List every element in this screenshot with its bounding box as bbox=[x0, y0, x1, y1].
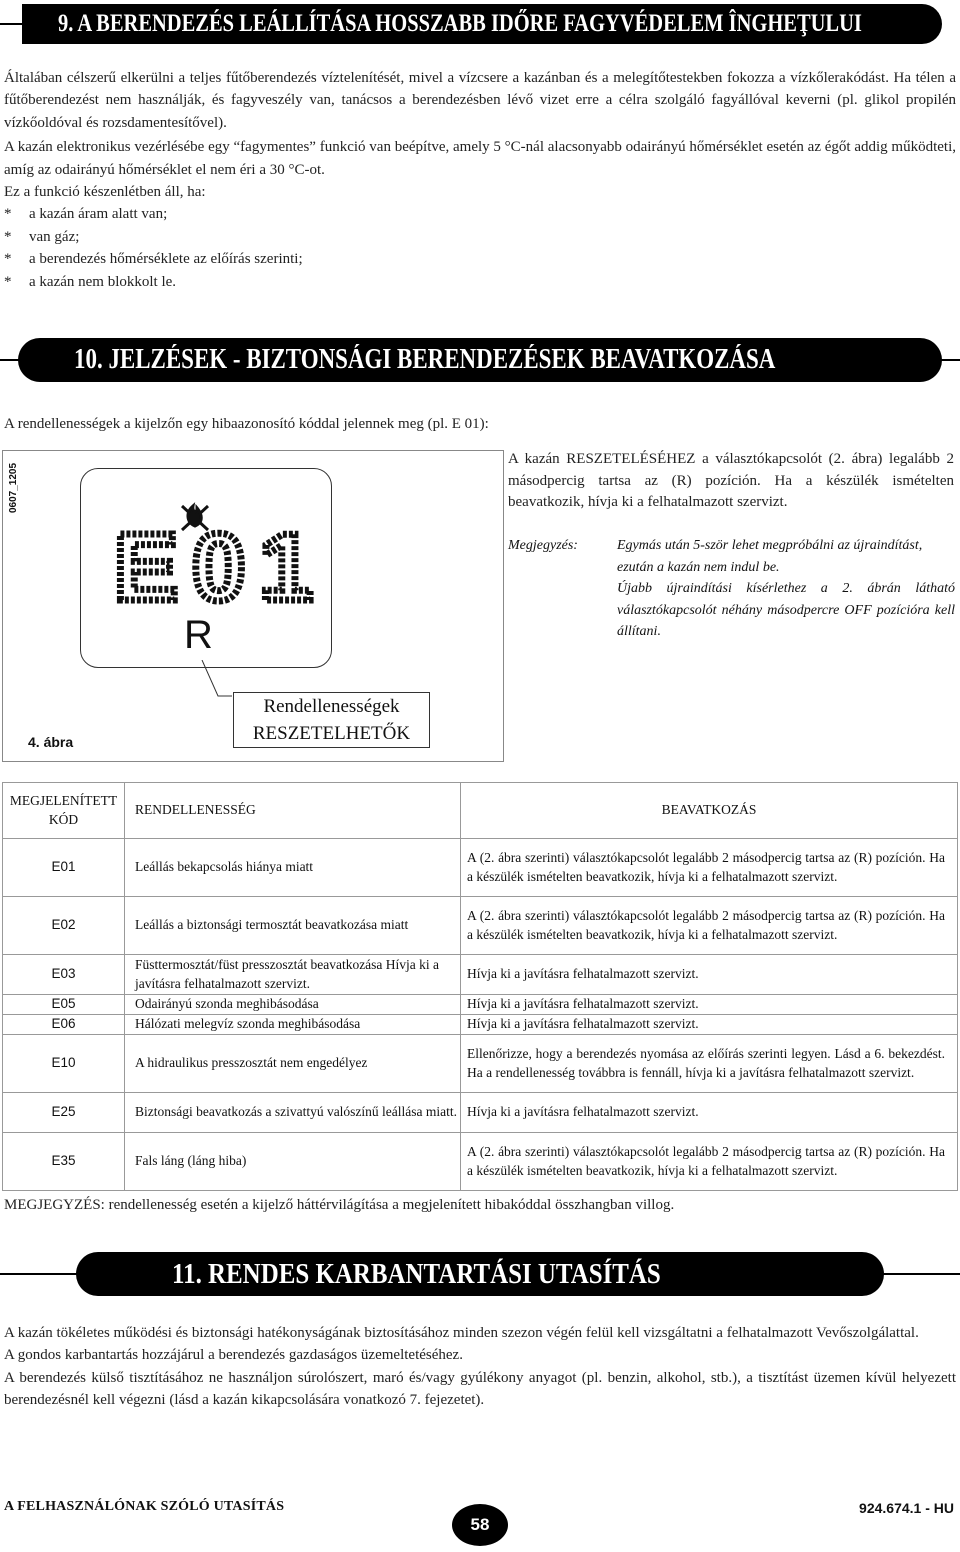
header-fault: RENDELLENESSÉG bbox=[125, 783, 461, 839]
section-10-intro: A rendellenességek a kijelzőn egy hibaazonosító kóddal jelennek meg (pl. E 01): bbox=[4, 416, 489, 432]
table-row: E06 Hálózati melegvíz szonda meghibásodása Hívja ki a javításra felhatalmazott szervizt. bbox=[3, 1015, 958, 1035]
section-11-title: 11. RENDES KARBANTARTÁSI UTASÍTÁS bbox=[172, 1257, 661, 1290]
section-10-banner bbox=[18, 338, 942, 382]
list-item: * van gáz; bbox=[4, 228, 80, 245]
section-9-paragraph-2: A kazán elektronikus vezérlésébe egy “fagymentes” funkció van beépítve, amely 5 °C-nál alacsonyabb odairányú hőmérséklet esetén az égőt addig működteti, amíg az odairányú hőmérséklet el nem éri a 30 °C-ot. bbox=[4, 139, 956, 178]
section-9-rule bbox=[0, 23, 22, 25]
section-9-body bbox=[4, 67, 956, 293]
svg-text:0607_1205: 0607_1205 bbox=[8, 462, 19, 513]
reset-instructions: A kazán RESZETELÉSÉHEZ a választókapcsolót (2. ábra) legalább 2 másodpercig tartsa az (R) pozíción. Ha a készülék ismételten beavatkozik, hívja ki a felhatalmazott szervizt. bbox=[508, 451, 954, 510]
table-row: E03 Füsttermosztát/füst presszosztát beavatkozása Hívja ki a javításra felhatalmazott szervizt. Hívja ki a javításra felhatalmazott szervizt. bbox=[3, 955, 958, 995]
backlight-note: MEGJEGYZÉS: rendellenesség esetén a kijelző háttérvilágítása a megjelenített hibakóddal összhangban villog. bbox=[4, 1197, 675, 1213]
header-code: MEGJELENÍTETT KÓD bbox=[3, 783, 125, 839]
header-action: BEAVATKOZÁS bbox=[461, 783, 958, 839]
list-item: * a berendezés hőmérséklete az előírás szerinti; bbox=[4, 251, 303, 268]
display-code bbox=[114, 514, 327, 621]
section-11-rule-left bbox=[0, 1273, 80, 1275]
table-header-row bbox=[3, 783, 958, 839]
section-9-title: 9. A BERENDEZÉS LEÁLLÍTÁSA HOSSZABB IDŐRE FAGYVÉDELEM ÎNGHEŢULUI bbox=[58, 10, 862, 37]
section-9-paragraph-3: Ez a funkció készenlétben áll, ha: bbox=[4, 184, 206, 201]
error-code-table bbox=[2, 782, 958, 1191]
lcd-content bbox=[80, 468, 332, 668]
display-letter: R bbox=[184, 613, 213, 657]
condition-list bbox=[4, 203, 956, 293]
section-10-title: 10. JELZÉSEK - BIZTONSÁGI BERENDEZÉSEK BEAVATKOZÁSA bbox=[74, 344, 776, 375]
section-9-banner bbox=[22, 4, 942, 44]
list-item: * a kazán áram alatt van; bbox=[4, 206, 168, 223]
page-number: 58 bbox=[452, 1504, 508, 1546]
section-11-body bbox=[4, 1322, 956, 1412]
list-item: * a kazán nem blokkolt le. bbox=[4, 273, 177, 290]
section-9-paragraph-1: Általában célszerű elkerülni a teljes fűtőberendezés víztelenítését, mivel a vízcsere a kazánban és a melegítőtestekben fokozza a vízkőlerakódást. Ha télen a fűtőberendezést nem használják, és fagyveszély van, tanácsos a berendezésben lévő vizet erre a célra szolgáló fagyállóval keverni (pl. glikol propilén vízkőoldóval és rozsdamentesítővel). bbox=[4, 70, 956, 131]
table-row: E35 Fals láng (láng hiba) A (2. ábra szerinti) választókapcsolót legalább 2 másodpercig tartsa az (R) pozíción. Ha a készülék ismételten beavatkozik, hívja ki a felhatalmazott szervizt. bbox=[3, 1133, 958, 1191]
figure-caption: 4. ábra bbox=[28, 734, 74, 750]
resettable-box: Rendellenességek RESZETELHETŐK bbox=[233, 692, 430, 748]
figure-code bbox=[4, 455, 20, 515]
table-row: E05 Odairányú szonda meghibásodása Hívja ki a javításra felhatalmazott szervizt. bbox=[3, 995, 958, 1015]
section-11-banner bbox=[76, 1252, 884, 1296]
note-text: Egymás után 5-ször lehet megpróbálni az újraindítást, ezután a kazán nem indul be. Újabb újraindítási kísérlethez a 2. ábrán látható választókapcsolót néhány másodpercre OFF pozícióra kell állítani. bbox=[617, 538, 955, 639]
table-row: E25 Biztonsági beavatkozás a szivattyú valószínű leállása miatt. Hívja ki a javításra felhatalmazott szervizt. bbox=[3, 1093, 958, 1133]
document-code: 924.674.1 - HU bbox=[859, 1500, 954, 1516]
table-row: E02 Leállás a biztonsági termosztát beavatkozása miatt A (2. ábra szerinti) választókapcsolót legalább 2 másodpercig tartsa az (R) pozíción. Ha a készülék ismételten beavatkozik, hívja ki a felhatalmazott szervizt. bbox=[3, 897, 958, 955]
note-label: Megjegyzés: bbox=[508, 538, 578, 553]
footer-title: A FELHASZNÁLÓNAK SZÓLÓ UTASÍTÁS bbox=[4, 1499, 285, 1514]
table-row: E01 Leállás bekapcsolás hiánya miatt A (2. ábra szerinti) választókapcsolót legalább 2 másodpercig tartsa az (R) pozíción. Ha a készülék ismételten beavatkozik, hívja ki a felhatalmazott szervizt. bbox=[3, 839, 958, 897]
svg-text:E01: E01 bbox=[114, 514, 327, 621]
section-11-rule-right bbox=[880, 1273, 960, 1275]
section-11-paragraph-1: A kazán tökéletes működési és biztonsági hatékonyságának biztosításához minden szezon végén felül kell vizsgáltatni a felhatalmazott Vevőszolgálattal. bbox=[4, 1325, 919, 1341]
table-row: E10 A hidraulikus presszosztát nem engedélyez Ellenőrizze, hogy a berendezés nyomása az előírás szerinti legyen. Lásd a 6. bekezdést. Ha a rendellenesség továbbra is fennáll, hívja ki a javításra felhatalmazott szervizt. bbox=[3, 1035, 958, 1093]
section-11-paragraph-3: A berendezés külső tisztításához ne használjon súrolószert, maró és/vagy gyúlékony anyagot (pl. benzin, alkohol, stb.), a tisztítást üzemen kívül helyezett berendezésnél kell végezni (lásd a kazán kikapcsolására vonatkozó 7. fejezetet). bbox=[4, 1369, 956, 1409]
section-11-paragraph-2: A gondos karbantartás hozzájárul a berendezés gazdaságos üzemeltetéséhez. bbox=[4, 1347, 463, 1364]
